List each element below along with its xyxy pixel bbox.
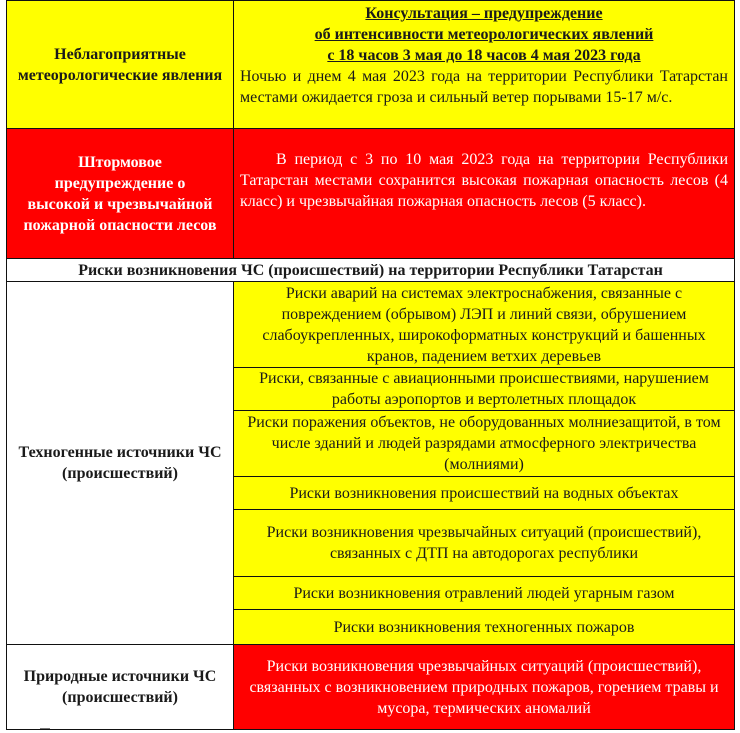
weather-content — [234, 1, 735, 129]
risk-item: Риски возникновения отравлений людей угарным газом — [234, 577, 735, 610]
storm-content — [234, 129, 735, 259]
risk-item: Риски аварий на системах электроснабжения, связанные с повреждением (обрывом) ЛЭП и линий связи, обрушением слабоукрепленных, широкоформатных конструкций и башенных кранов, падением ветхих деревьев — [234, 282, 735, 368]
weather-row — [7, 1, 735, 129]
weather-title-line-2: об интенсивности метеорологических явлений — [314, 26, 654, 43]
natural-label: Природные источники ЧС (происшествий) — [7, 645, 234, 730]
risks-header-row — [7, 259, 735, 282]
risk-item: Риски, связанные с авиационными происшествиями, нарушением работы аэропортов и вертолетных площадок — [234, 368, 735, 411]
weather-title-line-3: с 18 часов 3 мая до 18 часов 4 мая 2023 года — [327, 47, 641, 64]
technogenic-row — [7, 282, 735, 368]
page-mark — [40, 728, 50, 729]
weather-label: Неблагоприятные метеорологические явления — [7, 1, 234, 129]
risk-item: Риски возникновения происшествий на водных объектах — [234, 477, 735, 510]
storm-text: В период с 3 по 10 мая 2023 года на территории Республики Татарстан местами сохранится высокая пожарная опасность лесов (4 класс) и чрезвычайная пожарная опасность лесов (5 класс). — [240, 151, 728, 210]
storm-row — [7, 129, 735, 259]
technogenic-label: Техногенные источники ЧС (происшествий) — [7, 282, 234, 645]
warning-table — [6, 0, 735, 730]
storm-label: Штормовое предупреждение о высокой и чрезвычайной пожарной опасности лесов — [7, 129, 234, 259]
risk-item: Риски возникновения чрезвычайных ситуаций (происшествий), связанных с ДТП на автодорогах республики — [234, 510, 735, 577]
risk-item: Риски поражения объектов, не оборудованных молниезащитой, в том числе зданий и людей разрядами атмосферного электричества (молниями) — [234, 411, 735, 477]
weather-text: Ночью и днем 4 мая 2023 года на территории Республики Татарстан местами ожидается гроза и сильный ветер порывами 15-17 м/с. — [240, 68, 728, 106]
weather-title-line-1: Консультация – предупреждение — [365, 5, 603, 22]
risk-item-natural: Риски возникновения чрезвычайных ситуаций (происшествий), связанных с возникновением природных пожаров, горением травы и мусора, термических аномалий — [234, 645, 735, 730]
risk-item: Риски возникновения техногенных пожаров — [234, 610, 735, 645]
risks-header: Риски возникновения ЧС (происшествий) на территории Республики Татарстан — [7, 259, 735, 282]
natural-row — [7, 645, 735, 730]
